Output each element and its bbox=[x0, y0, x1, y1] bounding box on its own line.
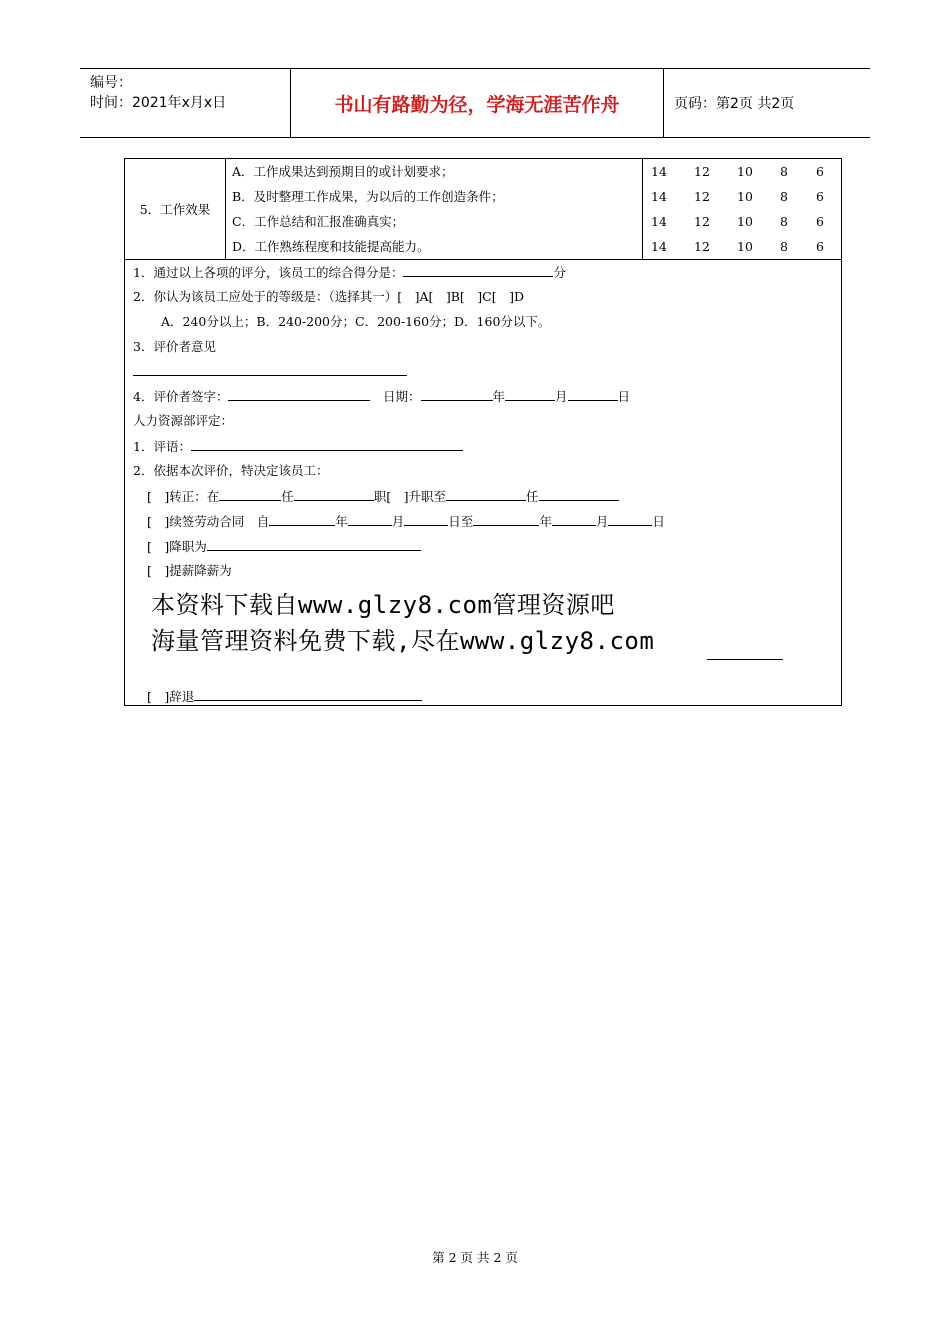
renew-end-month-field[interactable] bbox=[552, 512, 596, 526]
document-code-label: 编号： bbox=[90, 75, 132, 91]
watermark-line-2: 海量管理资料免费下载,尽在www.glzy8.com bbox=[151, 627, 655, 655]
score-cell: 12 bbox=[694, 164, 710, 179]
score-cell: 14 bbox=[651, 239, 667, 254]
score-cell: 12 bbox=[694, 239, 710, 254]
evaluator-opinion-label: 3．评价者意见 bbox=[133, 339, 216, 354]
evaluation-summary-section bbox=[125, 260, 841, 706]
promotion-position-field[interactable] bbox=[539, 487, 619, 501]
work-effect-label: 5．工作效果 bbox=[125, 159, 226, 259]
salary-adjust-option[interactable]: [ ]提薪降薪为 bbox=[147, 563, 232, 578]
evaluator-opinion-field[interactable] bbox=[133, 375, 407, 376]
score-column bbox=[643, 159, 841, 259]
document-time-label: 时间：2021年x月x日 bbox=[90, 95, 227, 111]
page-header bbox=[80, 68, 870, 138]
renew-end-day-field[interactable] bbox=[608, 512, 652, 526]
criterion-b: B．及时整理工作成果，为以后的工作创造条件； bbox=[232, 189, 504, 204]
hr-decision-label: 2．依据本次评价，特决定该员工： bbox=[133, 463, 329, 478]
regularization-line bbox=[147, 487, 619, 506]
header-meta bbox=[80, 69, 290, 137]
score-row-c bbox=[643, 209, 841, 234]
date-day-field[interactable] bbox=[568, 387, 618, 401]
total-score-label: 1．通过以上各项的评分，该员工的综合得分是： bbox=[133, 265, 404, 280]
score-cell: 10 bbox=[737, 189, 753, 204]
demotion-position-field[interactable] bbox=[207, 537, 421, 551]
year-label: 年 bbox=[492, 389, 506, 404]
hr-comment-line bbox=[133, 437, 463, 456]
header-page-number: 页码：第2页 共2页 bbox=[674, 96, 795, 112]
until-label: 日至 bbox=[448, 514, 474, 529]
salary-adjust-field[interactable] bbox=[707, 659, 783, 660]
demotion-line bbox=[147, 537, 421, 556]
score-cell: 14 bbox=[651, 189, 667, 204]
regularization-option[interactable]: [ ]转正：在 bbox=[147, 489, 220, 504]
dismissal-field[interactable] bbox=[194, 687, 422, 701]
date-label: 日期： bbox=[382, 389, 421, 404]
month-label: 月 bbox=[595, 514, 609, 529]
evaluator-signature-field[interactable] bbox=[228, 387, 370, 401]
criterion-a: A．工作成果达到预期目的或计划要求； bbox=[232, 164, 454, 179]
dismissal-option[interactable]: [ ]辞退 bbox=[147, 689, 195, 704]
promotion-option[interactable]: 职[ ]升职至 bbox=[373, 489, 447, 504]
score-cell: 8 bbox=[780, 214, 788, 229]
score-cell: 10 bbox=[737, 239, 753, 254]
score-cell: 6 bbox=[816, 164, 824, 179]
contract-renewal-option[interactable]: [ ]续签劳动合同 自 bbox=[147, 514, 270, 529]
date-month-field[interactable] bbox=[505, 387, 555, 401]
criterion-d: D．工作熟练程度和技能提高能力。 bbox=[232, 239, 430, 254]
work-effect-section bbox=[125, 159, 841, 260]
hr-comment-field[interactable] bbox=[191, 437, 463, 451]
at-label: 任 bbox=[281, 489, 294, 504]
renew-start-month-field[interactable] bbox=[348, 512, 392, 526]
page-footer: 第 2 页 共 2 页 bbox=[432, 1250, 518, 1265]
renew-end-year-field[interactable] bbox=[473, 512, 539, 526]
total-score-line bbox=[133, 263, 566, 282]
score-row-b bbox=[643, 184, 841, 209]
year-label: 年 bbox=[335, 514, 348, 529]
watermark-line-1: 本资料下载自www.glzy8.com管理资源吧 bbox=[151, 591, 615, 619]
renew-start-day-field[interactable] bbox=[404, 512, 448, 526]
score-cell: 12 bbox=[694, 189, 710, 204]
hr-evaluation-title: 人力资源部评定： bbox=[133, 413, 234, 428]
score-cell: 8 bbox=[780, 164, 788, 179]
demotion-option[interactable]: [ ]降职为 bbox=[147, 539, 207, 554]
score-cell: 14 bbox=[651, 164, 667, 179]
score-cell: 8 bbox=[780, 239, 788, 254]
score-unit: 分 bbox=[553, 265, 566, 280]
score-cell: 14 bbox=[651, 214, 667, 229]
score-cell: 12 bbox=[694, 214, 710, 229]
renew-start-year-field[interactable] bbox=[269, 512, 335, 526]
score-cell: 10 bbox=[737, 164, 753, 179]
score-cell: 6 bbox=[816, 239, 824, 254]
month-label: 月 bbox=[391, 514, 405, 529]
score-cell: 8 bbox=[780, 189, 788, 204]
evaluator-sign-label: 4．评价者签字： bbox=[133, 389, 229, 404]
day-label: 日 bbox=[652, 514, 665, 529]
score-cell: 6 bbox=[816, 189, 824, 204]
at-label: 任 bbox=[526, 489, 539, 504]
month-label: 月 bbox=[555, 389, 568, 404]
dismissal-line bbox=[147, 687, 422, 706]
regular-department-field[interactable] bbox=[219, 487, 281, 501]
criterion-c: C．工作总结和汇报准确真实； bbox=[232, 214, 405, 229]
grade-question: 2．你认为该员工应处于的等级是：（选择其一）[ ]A[ ]B[ ]C[ ]D bbox=[133, 289, 525, 304]
evaluation-form-table bbox=[124, 158, 842, 706]
year-label: 年 bbox=[539, 514, 552, 529]
total-score-field[interactable] bbox=[403, 263, 553, 277]
score-row-a bbox=[643, 159, 841, 184]
score-cell: 10 bbox=[737, 214, 753, 229]
header-motto: 书山有路勤为径，学海无涯苦作舟 bbox=[290, 69, 664, 137]
evaluator-sign-line bbox=[133, 387, 630, 406]
criteria-column bbox=[226, 159, 643, 259]
score-cell: 6 bbox=[816, 214, 824, 229]
hr-comment-label: 1．评语： bbox=[133, 439, 191, 454]
contract-renewal-line bbox=[147, 512, 665, 531]
day-label: 日 bbox=[617, 389, 631, 404]
date-year-field[interactable] bbox=[421, 387, 493, 401]
promotion-department-field[interactable] bbox=[446, 487, 526, 501]
grade-definitions: A．240分以上；B．240-200分；C．200-160分；D．160分以下。 bbox=[161, 314, 551, 329]
regular-position-field[interactable] bbox=[294, 487, 374, 501]
score-row-d bbox=[643, 234, 841, 259]
